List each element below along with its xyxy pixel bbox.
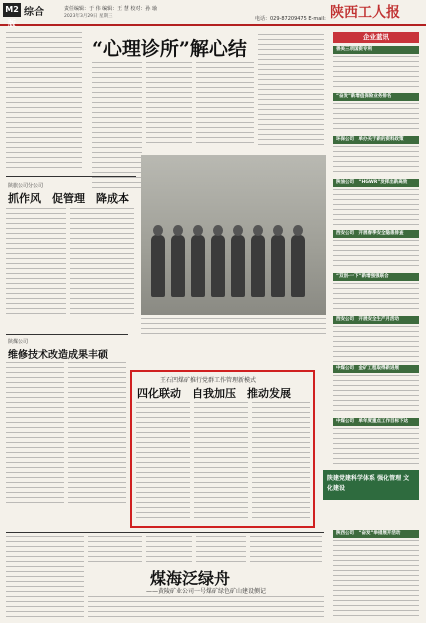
- column-text: [88, 596, 324, 620]
- sidebar-item: “奋发”新增值保险业务排名: [333, 93, 419, 101]
- column-text: [6, 208, 66, 318]
- column-text: [70, 208, 134, 318]
- sidebar-item: 陕西公司 “奋发”举措展开活动: [333, 530, 419, 538]
- editors-line: 责任编辑：于 伟 编辑：王 慧 校对：孙 瑜: [64, 6, 157, 12]
- section-name: 综合: [24, 7, 44, 18]
- news-photo-workers: [141, 155, 326, 315]
- bottom-headline: 煤海泛绿舟: [150, 569, 231, 588]
- masthead: 陕西工人报: [330, 5, 400, 21]
- story-headline: 维修技术改造成果丰硕: [8, 350, 108, 361]
- sidebar-item: 西安公司 开展春季安全隐患排查: [333, 230, 419, 238]
- sidebar-item: 中煤公司 金矿工程取得新进展: [333, 365, 419, 373]
- column-text: [6, 536, 84, 618]
- column-text: [68, 362, 126, 507]
- sidebar-item: “双创·一下”新增强强联合: [333, 273, 419, 281]
- column-text: [196, 62, 254, 147]
- divider: [6, 334, 128, 335]
- column-text: [252, 402, 310, 522]
- column-text: [250, 536, 322, 564]
- feature-kicker: 王石凹煤矿推行党群工作管理新模式: [160, 377, 257, 384]
- story-kicker: 陕煤公司: [8, 339, 29, 345]
- column-text: [333, 146, 419, 176]
- lead-headline: “心理诊所”解心结: [92, 38, 247, 60]
- bottom-subhead: ——黄陵矿业公司一号煤矿绿色矿山建设侧记: [146, 588, 267, 595]
- column-text: [6, 32, 82, 172]
- column-text: [136, 402, 190, 522]
- column-text: [333, 240, 419, 270]
- column-text: [92, 62, 142, 192]
- feature-headline: 四化联动 自我加压 推动发展: [137, 387, 291, 400]
- divider: [6, 176, 136, 177]
- sidebar-item: 中煤公司 单年度重点工作目标下达: [333, 418, 419, 426]
- column-text: [333, 103, 419, 133]
- column-text: [88, 536, 142, 564]
- column-text: [258, 34, 324, 149]
- sidebar-promo-box: 陕建党建科学体系 强化管理 文化建设: [323, 470, 419, 500]
- photo-caption: [141, 318, 326, 334]
- sidebar-item: 环保公司 单办关于新的资料政策: [333, 136, 419, 144]
- sidebar-title: 企业蓝讯: [333, 32, 419, 43]
- column-text: [333, 283, 419, 313]
- contact-line: 电话：029-87209475 E-mail:: [255, 16, 326, 22]
- sidebar-item: 陕油公司 “HGWR”发挥出新高效: [333, 179, 419, 187]
- sidebar-item: 西安公司 开展安全生产月活动: [333, 316, 419, 324]
- column-text: [333, 326, 419, 362]
- sidebar-item: 善美三项国资专利: [333, 46, 419, 54]
- column-text: [333, 375, 419, 415]
- story-kicker: 陕旅公司分公司: [8, 183, 44, 189]
- column-text: [6, 362, 64, 507]
- story-headline: 抓作风 促管理 降成本: [8, 192, 129, 205]
- column-text: [333, 428, 419, 466]
- date-line: 2023年3月29日 星期三: [64, 14, 113, 19]
- page-badge: M2版: [3, 3, 21, 17]
- divider: [6, 532, 324, 533]
- column-text: [333, 56, 419, 90]
- column-text: [333, 540, 419, 618]
- column-text: [196, 536, 246, 564]
- column-text: [146, 62, 192, 147]
- column-text: [194, 402, 248, 522]
- column-text: [146, 536, 192, 564]
- column-text: [333, 189, 419, 227]
